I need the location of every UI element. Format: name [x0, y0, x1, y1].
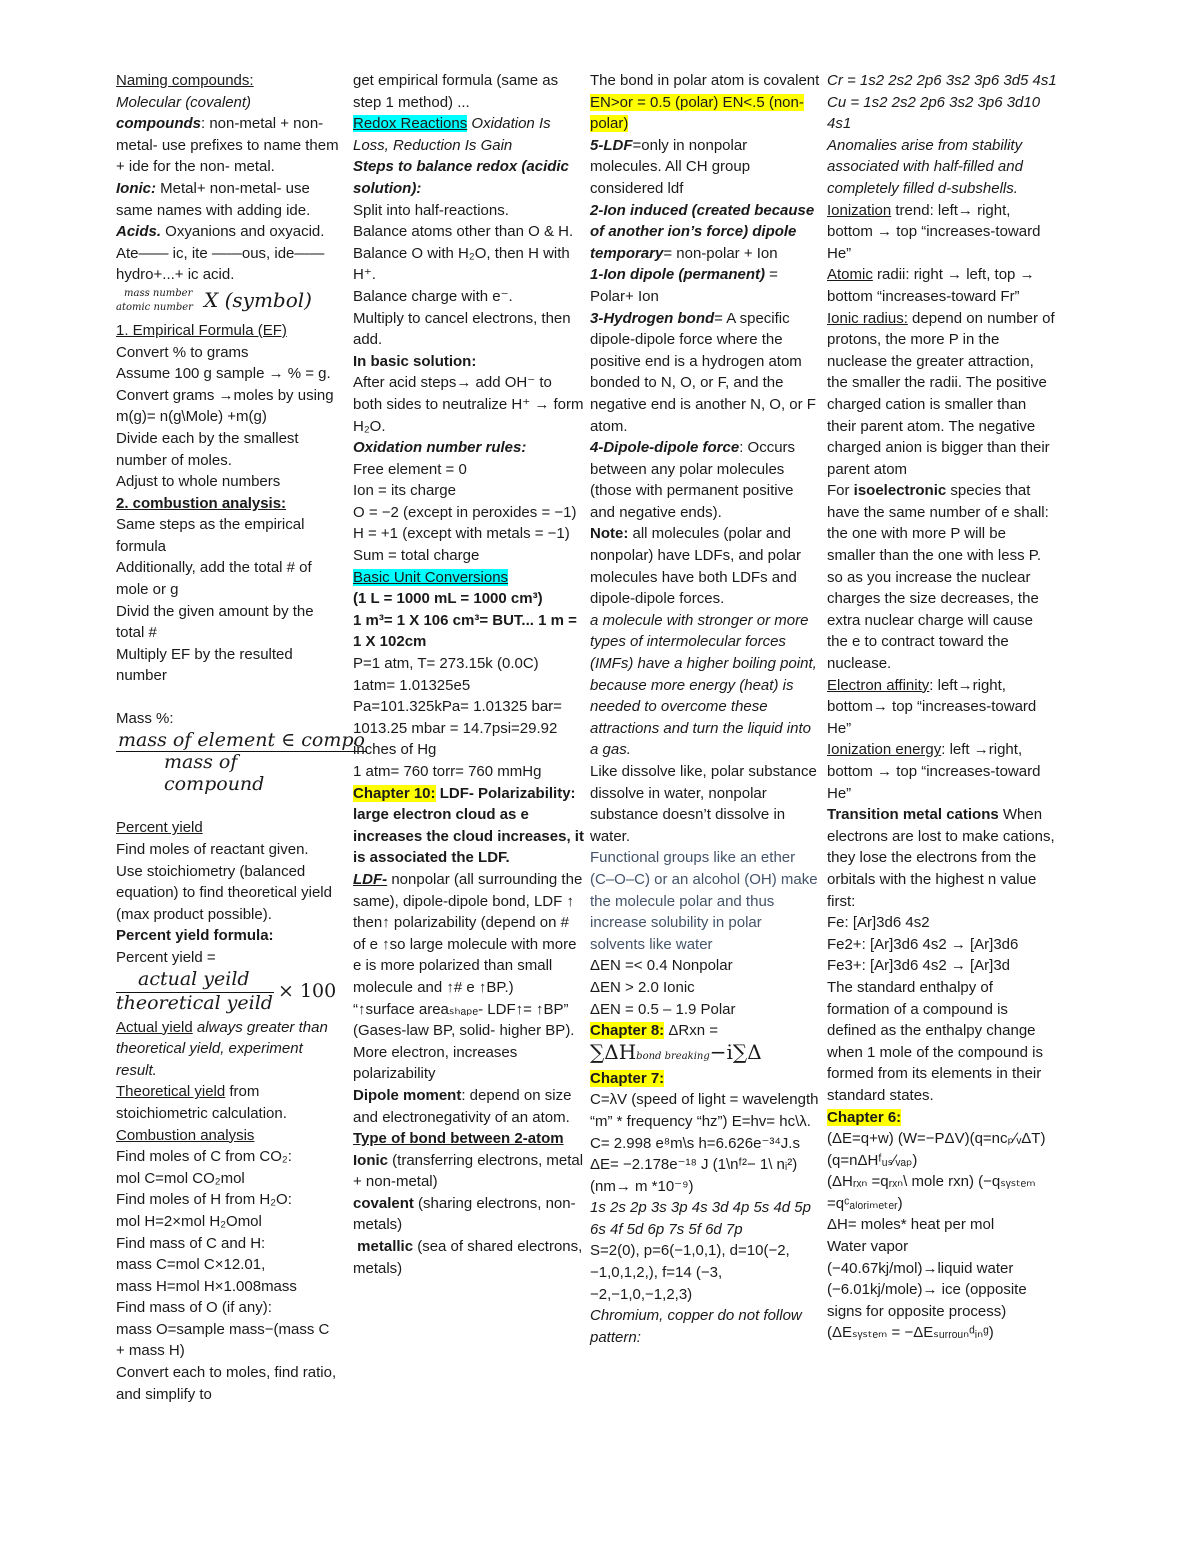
c7-d: (nm→ m *10⁻⁹) [590, 1177, 694, 1195]
c7-g: Chromium, copper do not follow pattern: [590, 1307, 802, 1346]
comb-2: Additionally, add the total # of mole or g [116, 559, 312, 599]
en-1: ΔEN =< 0.4 Nonpolar [590, 957, 733, 975]
step-2: Balance atoms other than O & H. [353, 223, 574, 241]
ox-3: O = −2 (except in peroxides = −1) [353, 503, 577, 521]
steps-heading: Steps to balance redox (acidic solution): [353, 158, 569, 197]
basic-heading: In basic solution: [353, 352, 477, 370]
transition-metals: Transition metal cations When electrons are lost to make cations, they lose the electrons from the orbitals with the highest n value first: [827, 806, 1055, 910]
ionic-radius: Ionic radius: depend on number of protons, the more P in the nuclease the greater attraction, the smaller the radii. The positive charged cation is smaller than their parent atom. The negative charged anion is bigger than their parent atom [827, 309, 1055, 478]
functional-groups: Functional groups like an ether (C–O–C) or an alcohol (OH) make the molecule polar and thus increase solubility in polar solvents like water [590, 849, 818, 953]
fe3-config: Fe3+: [Ar]3d6 4s2 → [Ar]3d [827, 957, 1011, 975]
unit-2: 1 m³= 1 X 106 cm³= BUT... 1 m = 1 X 102cm [353, 611, 577, 651]
surface-area: “↑surface areaₛₕₐₚₑ- LDF↑= ↑BP” (Gases-law BP, solid- higher BP). More electron, increases polarizability [353, 1000, 575, 1083]
unit-4: 1atm= 1.01325e5 Pa=101.325kPa= 1.01325 bar= 1013.25 mbar = 14.7psi=29.92 inches of Hg [353, 676, 562, 759]
unit-3: P=1 atm, T= 273.15k (0.0C) [353, 655, 539, 673]
dipole-moment: Dipole moment: depend on size and electronegativity of an atom. [353, 1086, 572, 1126]
imf-text: a molecule with stronger or more types of intermolecular forces (IMFs) have a higher boiling point, because more energy (heat) is needed to overcome these attractions and turn the liquid into a gas. [590, 611, 817, 759]
theoretical-yield: Theoretical yield from stoichiometric calculation. [116, 1083, 287, 1122]
like-dissolve: Like dissolve like, polar substance dissolve in water, nonpolar substance doesn’t dissolve in water. [590, 763, 817, 845]
ef-step-4: Divide each by the smallest number of moles. [116, 429, 299, 469]
ef-step-2: Assume 100 g sample → % = g. [116, 365, 331, 383]
text-molecular: Molecular (covalent) [116, 93, 252, 111]
comb-3: Divid the given amount by the total # [116, 602, 314, 642]
comb-4: Multiply EF by the resulted number [116, 645, 293, 685]
py-3: Percent yield formula: [116, 927, 274, 945]
heading-ef: 1. Empirical Formula (EF) [116, 321, 287, 339]
column-1 [116, 70, 365, 1405]
c6-f: (ΔEₛᵧₛₜₑₘ = −ΔEₛᵤᵣᵣₒᵤₙᵈᵢₙᵍ) [827, 1324, 994, 1342]
redox-heading: Redox Reactions Oxidation Is Loss, Reduction Is Gain [353, 115, 551, 154]
ef-step-3: Convert grams →moles by using m(g)= n(g\Mole) +m(g) [116, 386, 334, 426]
ef-step-1: Convert % to grams [116, 343, 249, 361]
ca-1: Find moles of C from CO₂: [116, 1148, 292, 1166]
en-threshold: EN>or = 0.5 (polar) EN<.5 (non-polar) [590, 93, 804, 133]
en-3: ΔEN = 0.5 – 1.9 Polar [590, 1000, 736, 1018]
ion-induced: 2-Ion induced (created because of another ion’s force) dipole temporary= non-polar + Ion [590, 201, 815, 262]
bond-ionic: Ionic (transferring electrons, metal + non-metal) [353, 1151, 584, 1191]
symbol-notation: mass number atomic number X (symbol) [116, 287, 312, 313]
ox-2: Ion = its charge [353, 482, 456, 500]
text-acids: Acids. Oxyanions and oxyacid. Ate—— ic, ite ——ous, ide—— hydro+...+ ic acid. [116, 223, 325, 284]
column-4 [827, 70, 1057, 1344]
bond-types-heading: Type of bond between 2-atom [353, 1130, 564, 1148]
ox-5: Sum = total charge [353, 547, 480, 565]
ca-3: Find moles of H from H₂O: [116, 1191, 292, 1209]
anomalies: Anomalies arise from stability associated with half-filled and completely filled d-subshells. [827, 136, 1023, 197]
ca-7: mass H=mol H×1.008mass [116, 1277, 297, 1295]
c7-b: C= 2.998 e⁸m\s h=6.626e⁻³⁴J.s [590, 1134, 800, 1152]
atomic-radii: Atomic radii: right → left, top → bottom “increases-toward Fr” [827, 266, 1035, 305]
hydrogen-bond: 3-Hydrogen bond= A specific dipole-dipole force where the positive end is a hydrogen atom bonded to N, O, or F, and the negative end is another N, O, or F atom. [590, 309, 816, 435]
heading-combustion: 2. combustion analysis: [116, 494, 287, 512]
c7-c: ΔE= −2.178e⁻¹⁸ J (1\nᶠ²− 1\ nᵢ²) [590, 1156, 798, 1174]
c6-e: Water vapor (−40.67kj/mol)→liquid water (−6.01kj/mole)→ ice (opposite signs for opposite process) [827, 1238, 1027, 1320]
basic-1: After acid steps→ add OH⁻ to both sides to neutralize H⁺ → form H₂O. [353, 374, 584, 435]
ldf-5: 5-LDF=only in nonpolar molecules. All CH group considered ldf [590, 136, 751, 197]
ch7: Chapter 7: [590, 1069, 665, 1087]
text-molecular-desc: compounds: non-metal + non-metal- use prefixes to name them + ide for the non- metal. [116, 115, 339, 176]
enthalpy-formation: The standard enthalpy of formation of a compound is defined as the enthalpy change when 1 mole of the compound is formed from its elements in their standard states. [827, 978, 1043, 1104]
c6-d: ΔH= moles* heat per mol [827, 1216, 995, 1234]
buc-heading: Basic Unit Conversions [353, 568, 509, 586]
text-ionic: Ionic: Metal+ non-metal- use same names with adding ide. [116, 179, 311, 219]
ch8: Chapter 8: ΔRxn = [590, 1022, 718, 1040]
cr-config: Cr = 1s2 2s2 2p6 3s2 3p6 3d5 4s1 [827, 72, 1057, 89]
ionization-energy: Ionization energy: left →right, bottom → top “increases-toward He” [827, 741, 1041, 802]
ionization-trend: Ionization trend: left→ right, bottom → top “increases-toward He” [827, 201, 1041, 262]
step-1: Split into half-reactions. [353, 201, 509, 219]
actual-yield: Actual yield always greater than theoretical yield, experiment result. [116, 1018, 328, 1079]
py-4: Percent yield = [116, 948, 216, 966]
isoelectronic: For isoelectronic species that have the same number of e shall: the one with more P will be smaller than the one with less P. so as you increase the nuclear charges the size decreases, the extra nuclear charge will cause the e to contract toward the nuclease. [827, 482, 1049, 673]
ox-heading: Oxidation number rules: [353, 439, 527, 457]
electron-affinity: Electron affinity: left→right, bottom→ top “increases-toward He” [827, 676, 1037, 737]
ca-4: mol H=2×mol H₂Omol [116, 1212, 262, 1230]
ox-1: Free element = 0 [353, 460, 467, 478]
c3-intro: The bond in polar atom is covalent [590, 72, 820, 89]
comb-1: Same steps as the empirical formula [116, 516, 305, 555]
py-1: Find moles of reactant given. [116, 841, 309, 858]
c6-a: (ΔE=q+w) (W=−PΔV)(q=ncₚ∕ᵥΔT) [827, 1130, 1046, 1148]
ef-step-5: Adjust to whole numbers [116, 473, 281, 491]
en-2: ΔEN > 2.0 Ionic [590, 978, 695, 996]
heading-naming: Naming compounds: [116, 72, 254, 89]
c6-b: (q=nΔHᶠᵤₛ∕ᵥₐₚ) [827, 1151, 918, 1169]
ca-6: mass C=mol C×12.01, [116, 1256, 266, 1274]
fe2-config: Fe2+: [Ar]3d6 4s2 → [Ar]3d6 [827, 935, 1019, 953]
ca-8: Find mass of O (if any): [116, 1299, 272, 1317]
ch6: Chapter 6: [827, 1108, 902, 1126]
c7-e: 1s 2s 2p 3s 3p 4s 3d 4p 5s 4d 5p 6s 4f 5d 6p 7s 5f 6d 7p [590, 1199, 811, 1238]
c6-c: (ΔHᵣₓₙ =qᵣₓₙ\ mole rxn) (−qₛᵧₛₜₑₘ =qᶜₐₗₒᵣᵢₘₑₜₑᵣ) [827, 1173, 1036, 1212]
unit-1: (1 L = 1000 mL = 1000 cm³) [353, 590, 543, 608]
mass-pct-formula: mass of element ∈ compo mass of compound [118, 728, 365, 795]
ca-5: Find mass of C and H: [116, 1234, 266, 1252]
c7-a: C=λV (speed of light = wavelength “m” * frequency “hz”) E=hv= hc\λ. [590, 1091, 819, 1130]
step-5: Multiply to cancel electrons, then add. [353, 309, 571, 349]
note: Note: all molecules (polar and nonpolar) have LDFs, and polar molecules have both LDFs and dipole-dipole forces. [590, 525, 801, 608]
column-2 [353, 70, 585, 1279]
step-4: Balance charge with e⁻. [353, 287, 513, 305]
ion-dipole: 1-Ion dipole (permanent) = Polar+ Ion [590, 266, 778, 305]
unit-5: 1 atm= 760 torr= 760 mmHg [353, 763, 542, 780]
ca-10: Convert each to moles, find ratio, and simplify to [116, 1364, 337, 1403]
fe-config: Fe: [Ar]3d6 4s2 [827, 914, 930, 932]
heading-mass-pct: Mass %: [116, 710, 174, 728]
c7-f: S=2(0), p=6(−1,0,1), d=10(−2, −1,0,1,2,), f=14 (−3, −2,−1,0,−1,2,3) [590, 1242, 790, 1303]
ch8-equation: ∑ΔHbond breaking−i∑Δ [590, 1039, 762, 1064]
cu-config: Cu = 1s2 2s2 2p6 3s2 3p6 3d10 4s1 [827, 93, 1041, 133]
bond-metallic: metallic (sea of shared electrons, metals) [353, 1238, 583, 1277]
percent-yield-formula: actual yeild theoretical yeild × 100 [116, 967, 337, 1014]
step-3: Balance O with H₂O, then H with H⁺. [353, 244, 570, 284]
dipole-dipole: 4-Dipole-dipole force: Occurs between any polar molecules (those with permanent positive and negative ends). [590, 439, 796, 521]
ca-9: mass O=sample mass−(mass C + mass H) [116, 1320, 330, 1360]
ldf: LDF- nonpolar (all surrounding the same), dipole-dipole bond, LDF ↑ then↑ polarizability (depend on # of e ↑so large molecule with more e is more polarized than small molecule and ↑# e ↑BP.) [353, 870, 583, 996]
heading-percent-yield: Percent yield [116, 819, 203, 837]
ca-2: mol C=mol CO₂mol [116, 1169, 245, 1187]
py-2: Use stoichiometry (balanced equation) to find theoretical yield (max product possible). [116, 862, 332, 923]
c2-intro: get empirical formula (same as step 1 method) ... [353, 72, 559, 111]
bond-covalent: covalent (sharing electrons, non-metals) [353, 1194, 576, 1234]
ch10: Chapter 10: LDF- Polarizability: large electron cloud as e increases the cloud increases, it is associated the LDF. [353, 784, 584, 867]
heading-combustion-analysis: Combustion analysis [116, 1126, 255, 1144]
ox-4: H = +1 (except with metals = −1) [353, 525, 570, 543]
column-3 [590, 70, 820, 1348]
